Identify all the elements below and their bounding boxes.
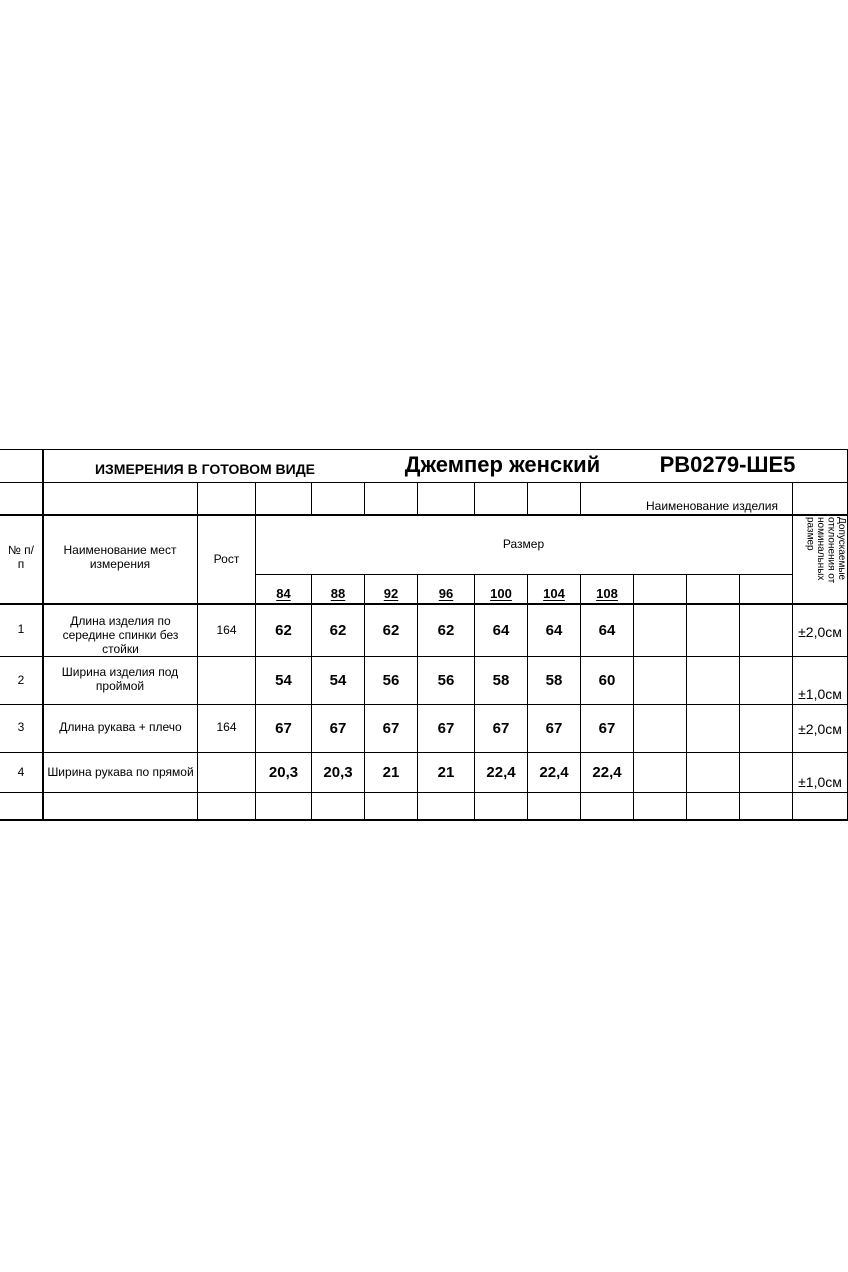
grid-line: [0, 792, 848, 793]
row-3-value: 67: [329, 720, 347, 737]
row-4-num: 4: [17, 765, 25, 779]
row-2-value: 54: [275, 672, 292, 689]
row-2-value: 58: [492, 672, 510, 689]
grid-line: [0, 482, 848, 483]
row-2-value: 56: [382, 672, 400, 689]
grid-line: [0, 603, 848, 605]
row-2-value: 58: [545, 672, 563, 689]
row-4-value: 21: [437, 764, 455, 781]
row-1-value: 64: [598, 622, 616, 639]
grid-line: [255, 574, 792, 575]
size-108: 108: [596, 586, 618, 601]
grid-line: [197, 482, 198, 821]
row-1-tolerance: ±2,0см: [798, 624, 842, 640]
row-4-value: 20,3: [268, 764, 299, 781]
grid-line: [311, 574, 312, 821]
row-4-name: Ширина рукава по прямой: [47, 765, 194, 779]
grid-line: [580, 574, 581, 821]
row-1-value: 62: [437, 622, 455, 639]
grid-line: [474, 574, 475, 821]
row-3-height: 164: [216, 720, 237, 734]
row-3-value: 67: [598, 720, 616, 737]
size-104: 104: [543, 586, 565, 601]
size-88: 88: [330, 586, 346, 601]
row-4-value: 21: [382, 764, 400, 781]
row-4-value: 22,4: [592, 764, 622, 781]
grid-line: [527, 482, 528, 515]
row-4-value: 20,3: [323, 764, 353, 781]
grid-line: [0, 704, 848, 705]
row-1-value: 64: [545, 622, 563, 639]
size-84: 84: [276, 586, 291, 601]
row-4-tolerance: ±1,0см: [798, 774, 842, 790]
row-3-value: 67: [382, 720, 400, 737]
row-1-value: 62: [382, 622, 400, 639]
row-2-num: 2: [17, 673, 25, 687]
grid-line: [364, 482, 365, 515]
row-1-value: 64: [492, 622, 510, 639]
row-2-tolerance: ±1,0см: [798, 686, 842, 702]
row-1-height: 164: [216, 623, 237, 637]
grid-line: [686, 574, 687, 821]
product-name: Джемпер женский: [404, 452, 601, 477]
size-100: 100: [490, 586, 512, 601]
row-3-tolerance: ±2,0см: [798, 721, 842, 737]
column-num: № п/п: [7, 543, 35, 571]
row-2-value: 54: [329, 672, 347, 689]
grid-line: [474, 482, 475, 515]
row-1-name: Длина изделия по середине спинки без стойки: [62, 614, 179, 656]
row-2-value: 56: [437, 672, 455, 689]
row-3-value: 67: [545, 720, 563, 737]
size-96: 96: [438, 586, 454, 601]
grid-line: [739, 574, 740, 821]
column-tolerance: Допускаемые отклонения от номинальных размер: [804, 517, 847, 584]
row-4-value: 22,4: [486, 764, 516, 781]
grid-line: [633, 574, 634, 821]
row-3-num: 3: [17, 720, 25, 734]
column-size-group: Размер: [502, 537, 545, 551]
article-number: РВ0279-ШЕ5: [659, 452, 796, 477]
column-place: Наименование мест измерения: [63, 543, 177, 571]
grid-line: [792, 482, 793, 821]
row-3-name: Длина рукава + плечо: [59, 720, 182, 734]
product-name-label: Наименование изделия: [646, 499, 778, 513]
measurement-table: [0, 449, 848, 822]
grid-line: [0, 449, 848, 450]
row-1-num: 1: [17, 622, 25, 636]
measurements-title: ИЗМЕРЕНИЯ В ГОТОВОМ ВИДЕ: [94, 461, 316, 477]
grid-line: [0, 514, 848, 516]
grid-line: [527, 574, 528, 821]
grid-line: [580, 482, 581, 515]
row-3-value: 67: [492, 720, 510, 737]
grid-line: [0, 752, 848, 753]
grid-line: [417, 482, 418, 515]
row-3-value: 67: [275, 720, 292, 737]
row-4-value: 22,4: [539, 764, 569, 781]
grid-line: [417, 574, 418, 821]
row-1-value: 62: [275, 622, 292, 639]
size-92: 92: [383, 586, 399, 601]
row-2-value: 60: [598, 672, 616, 689]
row-3-value: 67: [437, 720, 455, 737]
row-1-value: 62: [329, 622, 347, 639]
grid-line: [311, 482, 312, 515]
grid-line: [0, 819, 848, 821]
row-2-name: Ширина изделия под проймой: [61, 665, 179, 693]
grid-line: [364, 574, 365, 821]
column-height: Рост: [213, 552, 240, 566]
